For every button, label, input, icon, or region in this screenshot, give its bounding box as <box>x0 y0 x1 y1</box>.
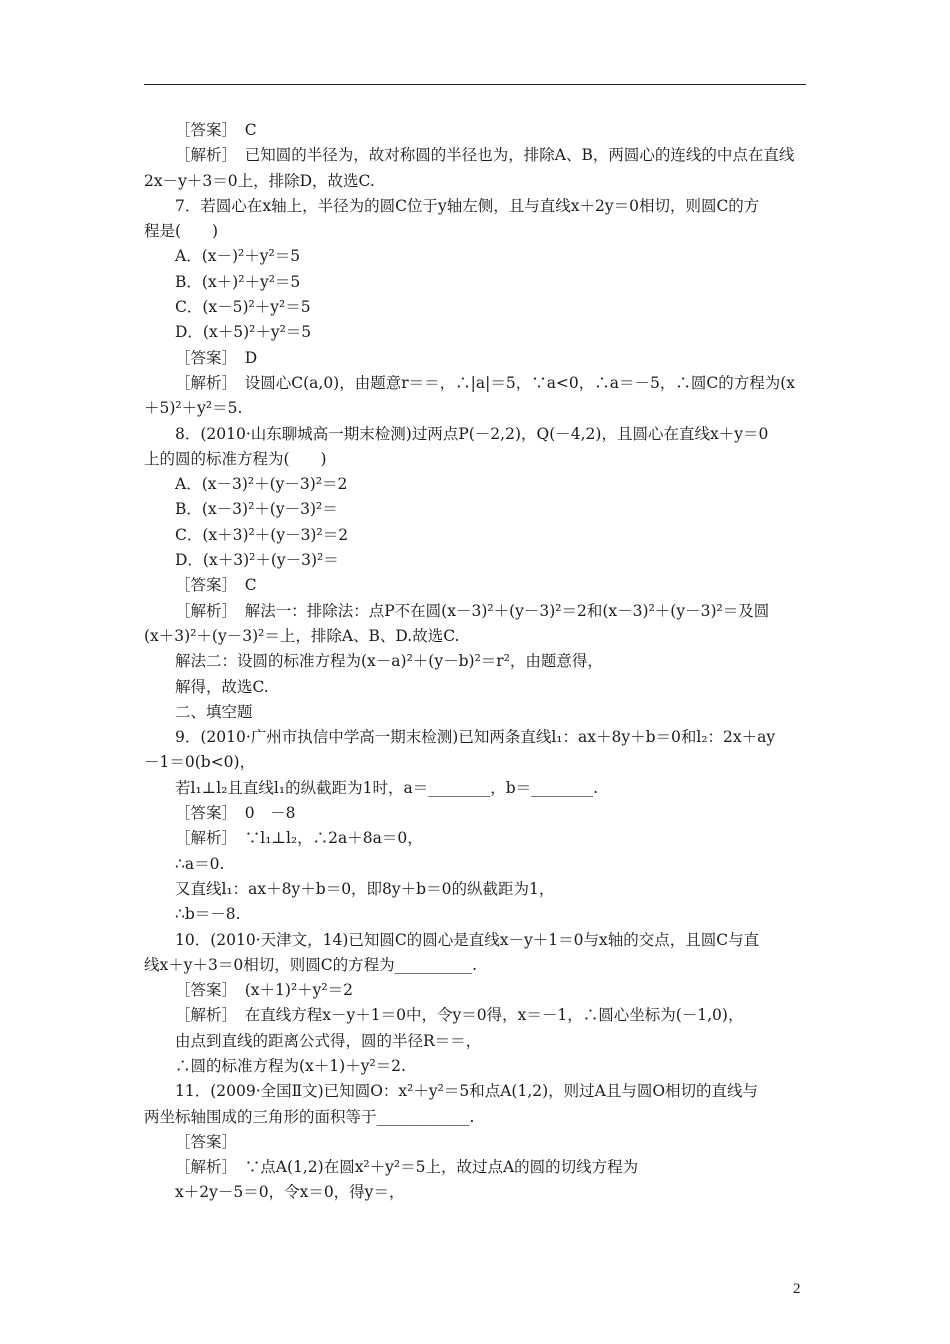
text-line: B．(x＋)²＋y²＝5 <box>175 272 301 291</box>
text-line: ［解析］ ∵l₁⊥l₂，∴2a＋8a＝0， <box>175 829 423 848</box>
text-line: 上的圆的标准方程为( ) <box>144 449 327 468</box>
text-line: x＋2y－5＝0，令x＝0，得y＝， <box>175 1183 405 1202</box>
text-line: 解法二：设圆的标准方程为(x－a)²＋(y－b)²＝r²，由题意得， <box>175 652 603 671</box>
text-line: 二、填空题 <box>175 702 253 721</box>
text-line: ［答案］ D <box>175 348 258 367</box>
text-line: ［解析］ 设圆心C(a,0)，由题意r＝＝，∴|a|＝5，∵a<0，∴a＝－5，∴圆C的方程为(x <box>175 373 796 392</box>
text-line: ［答案］ (x＋1)²＋y²＝2 <box>175 981 353 1000</box>
text-line: C．(x＋3)²＋(y－3)²＝2 <box>175 525 349 544</box>
text-line: 7．若圆心在x轴上，半径为的圆C位于y轴左侧，且与直线x＋2y＝0相切，则圆C的方 <box>175 196 760 215</box>
text-line: 解得，故选C. <box>175 677 269 696</box>
text-line: 10．(2010·天津文，14)已知圆C的圆心是直线x－y＋1＝0与x轴的交点，且圆C与直 <box>175 930 760 949</box>
text-line: C．(x－5)²＋y²＝5 <box>175 298 311 317</box>
text-line: (x＋3)²＋(y－3)²＝上，排除A、B、D.故选C. <box>144 626 460 645</box>
text-line: 2x－y＋3＝0上，排除D，故选C. <box>144 171 375 190</box>
text-line: ［答案］ <box>175 1132 238 1151</box>
text-line: ∴a＝0. <box>175 854 225 873</box>
text-line: 程是( ) <box>144 222 219 241</box>
text-line: ［答案］ 0 －8 <box>175 804 296 823</box>
text-line: －1＝0(b<0)， <box>144 753 256 772</box>
text-line: ［解析］ 在直线方程x－y＋1＝0中，令y＝0得，x＝－1，∴圆心坐标为(－1,0)， <box>175 1006 744 1025</box>
text-line: ＋5)²＋y²＝5. <box>144 399 243 418</box>
text-line: ［解析］ ∵点A(1,2)在圆x²＋y²＝5上，故过点A的圆的切线方程为 <box>175 1158 639 1177</box>
text-line: B．(x－3)²＋(y－3)²＝ <box>175 500 338 519</box>
text-line: ［答案］ C <box>175 576 257 595</box>
text-line: D．(x＋3)²＋(y－3)²＝ <box>175 551 339 570</box>
text-line: ［解析］ 已知圆的半径为，故对称圆的半径也为，排除A、B，两圆心的连线的中点在直线 <box>175 146 795 165</box>
text-line: 又直线l₁：ax＋8y＋b＝0，即8y＋b＝0的纵截距为1， <box>175 879 555 898</box>
text-line: ∴b＝－8. <box>175 905 241 924</box>
text-line: ∴圆的标准方程为(x＋1)＋y²＝2. <box>175 1056 406 1075</box>
text-line: 9．(2010·广州市执信中学高一期末检测)已知两条直线l₁：ax＋8y＋b＝0和l₂：2x＋ay <box>175 728 776 747</box>
text-line: D．(x＋5)²＋y²＝5 <box>175 323 312 342</box>
text-line: 8．(2010·山东聊城高一期末检测)过两点P(－2,2)，Q(－4,2)，且圆心在直线x＋y＝0 <box>175 424 769 443</box>
text-line: 两坐标轴围成的三角形的面积等于____________. <box>144 1107 475 1126</box>
text-line: 11．(2009·全国Ⅱ文)已知圆O：x²＋y²＝5和点A(1,2)，则过A且与圆O相切的直线与 <box>175 1082 759 1101</box>
text-line: ［答案］ C <box>175 121 257 139</box>
text-line: 由点到直线的距离公式得，圆的半径R＝＝， <box>175 1031 482 1050</box>
page-number: 2 <box>793 1281 801 1297</box>
text-line: A．(x－)²＋y²＝5 <box>175 247 301 266</box>
text-line: A．(x－3)²＋(y－3)²＝2 <box>175 475 348 494</box>
text-line: 若l₁⊥l₂且直线l₁的纵截距为1时，a＝________，b＝________. <box>175 778 599 797</box>
document-body <box>144 118 806 1206</box>
text-line: ［解析］ 解法一：排除法：点P不在圆(x－3)²＋(y－3)²＝2和(x－3)²＋(y－3)²＝及圆 <box>175 601 770 620</box>
header-rule <box>144 84 806 85</box>
text-line: 线x＋y＋3＝0相切，则圆C的方程为__________. <box>144 955 478 974</box>
